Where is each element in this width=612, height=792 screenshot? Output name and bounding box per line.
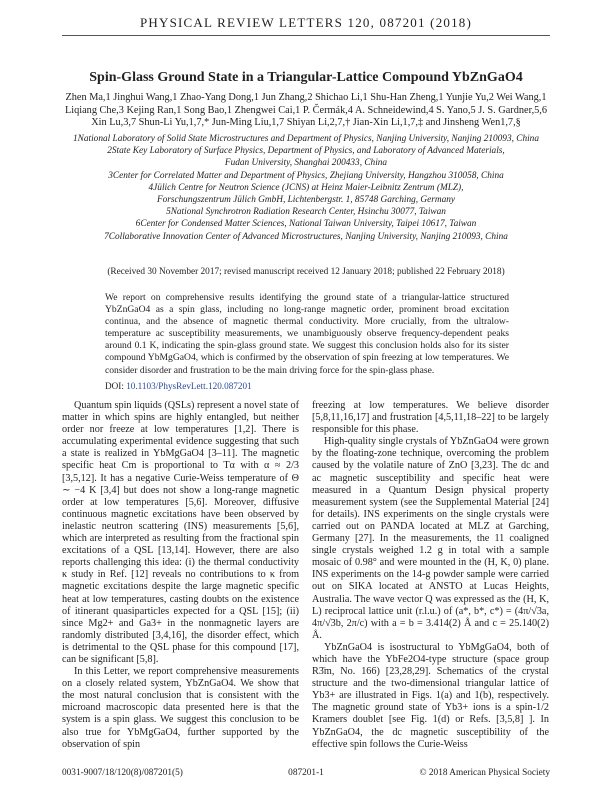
- received-dates: (Received 30 November 2017; revised manuscript received 12 January 2018; published 22 February 2018): [107, 267, 505, 277]
- footer-page-number: 087201-1: [288, 768, 324, 778]
- affiliation-6: 6Center for Condensed Matter Sciences, National Taiwan University, Taipei 10617, Taiwan: [135, 219, 477, 230]
- affiliation-2: 2State Key Laboratory of Surface Physics, Department of Physics, and Laboratory of Advanced Materials,: [107, 146, 505, 157]
- affiliation-5: 5National Synchrotron Radiation Research Center, Hsinchu 30077, Taiwan: [166, 207, 446, 218]
- paragraph-methods: High-quality single crystals of YbZnGaO4 were grown by the floating-zone technique, overcoming the problem caused by the volatile nature of ZnO [3,23]. The dc and ac magnetic susceptibility and specific heat were measured in a Quantum Design physical property measurement system (see the Supplemental Material [24] for details). INS experiments on the single crystals were carried out on PANDA located at MLZ at Garching, Germany [27]. In the measurements, the 11 coaligned single crystals weighed 1.2 g in total with a sample mosaic of 0.98° and were mounted in the (H, K, 0) plane. INS experiments on the 14-g powder sample were carried out on SIKA located at ANSTO at Lucas Heights, Australia. The wave vector Q was expressed as the (H, K, L) reciprocal lattice unit (r.l.u.) of (a*, b*, c*) = (4π/√3a, 4π/√3b, 2π/c) with a = b = 3.414(2) Å and c = 25.140(2) Å.: [312, 436, 549, 641]
- affiliation-4-cont: Forschungszentrum Jülich GmbH, Lichtenbergstr. 1, 85748 Garching, Germany: [156, 195, 456, 206]
- authors-line-1: Zhen Ma,1 Jinghui Wang,1 Zhao-Yang Dong,1 Jun Zhang,2 Shichao Li,1 Shu-Han Zheng,1 Yunjie Yu,2 Wei Wang,1: [65, 92, 547, 103]
- header-rule: [62, 35, 550, 36]
- doi-line: [105, 381, 252, 391]
- affiliation-1: 1National Laboratory of Solid State Microstructures and Department of Physics, Nanjing University, Nanjing 210093, China: [73, 134, 539, 144]
- abstract: We report on comprehensive results identifying the ground state of a triangular-lattice structured YbZnGaO4 as a spin glass, including no long-range magnetic order, prominent broad excitation continua, and the absence of magnetic thermal conductivity. More crucially, from the ultralow-temperature ac susceptibility measurements, we unambiguously observe frequency-dependent peaks around 0.1 K, indicating the spin-glass ground state. We suggest this conclusion holds also for its sister compound YbMgGaO4, which is confirmed by the observation of spin freezing at low temperatures. We consider disorder and frustration to be the main driving force for the spin-glass phase.: [105, 292, 509, 376]
- authors-line-3: Xin Lu,3,7 Shun-Li Yu,1,7,* Jun-Ming Liu,1,7 Shiyan Li,2,7,† Jian-Xin Li,1,7,‡ and Jinsheng Wen1,7,§: [91, 117, 521, 129]
- doi-prefix: DOI:: [105, 381, 127, 391]
- affiliation-4: 4Jülich Centre for Neutron Science (JCNS) at Heinz Maier-Leibnitz Zentrum (MLZ),: [148, 182, 464, 193]
- running-head: PHYSICAL REVIEW LETTERS 120, 087201 (2018): [139, 15, 473, 30]
- affiliation-7: 7Collaborative Innovation Center of Advanced Microstructures, Nanjing University, Nanjing 210093, China: [104, 231, 508, 242]
- author-list: [62, 92, 550, 130]
- paragraph-letter-summary: In this Letter, we report comprehensive measurements on a closely related system, YbZnGaO4. We show that the most natural conclusion that is consistent with the microand macroscopic data presented here is that the system is a spin glass. We suggest this conclusion to be also true for YbMgGaO4, further supported by the observation of spin: [62, 666, 299, 750]
- affiliations: [62, 133, 550, 243]
- body-column-left: [62, 400, 299, 751]
- authors-line-2: Liqiang Che,3 Kejing Ran,1 Song Bao,1 Zhengwei Cai,1 P. Čermák,4 A. Schneidewind,4 S. Yano,5 J. S. Gardner,5,6: [64, 104, 548, 116]
- affiliation-3: 3Center for Correlated Matter and Department of Physics, Zhejiang University, Hangzhou 310058, China: [108, 170, 504, 181]
- paragraph-continuation: freezing at low temperatures. We believe disorder [5,8,11,16,17] and frustration [4,5,11,18–22] to be largely responsible for this phase.: [312, 400, 549, 436]
- affiliation-2-cont: Fudan University, Shanghai 200433, China: [224, 158, 388, 169]
- body-column-right: [312, 400, 549, 751]
- footer-code: 0031-9007/18/120(8)/087201(5): [62, 768, 183, 778]
- footer-copyright: © 2018 American Physical Society: [419, 768, 550, 778]
- paper-title: Spin-Glass Ground State in a Triangular-Lattice Compound YbZnGaO4: [89, 70, 523, 85]
- paragraph-structure: YbZnGaO4 is isostructural to YbMgGaO4, both of which have the YbFe2O4-type structure (space group R3̄m, No. 166) [23,28,29]. Schematics of the crystal structure and the two-dimensional triangular lattice of Yb3+ are illustrated in Figs. 1(a) and 1(b), respectively. The magnetic ground state of Yb3+ ions is a spin-1/2 Kramers doublet [see Fig. 1(d) or Refs. [3,5,8] ]. In YbZnGaO4, the dc magnetic susceptibility of the effective spin follows the Curie-Weiss: [312, 641, 549, 750]
- paragraph-intro: Quantum spin liquids (QSLs) represent a novel state of matter in which spins are highly entangled, but neither order nor freeze at low temperatures [1,2]. There is accumulating experimental evidence suggesting that such a state is realized in YbMgGaO4 [3–11]. The magnetic specific heat Cm is proportional to Tα with α ≈ 2/3 [3,5,12]. It has a negative Curie-Weiss temperature of Θ ∼ −4 K [3,4] but does not show a long-range magnetic order at low temperatures [5,6]. Moreover, diffusive continuous magnetic excitations have been observed by inelastic neutron scattering (INS) measurements [5,6], which are interpreted as resulting from the fractional spin excitations of a QSL [13,14]. However, there are also reports challenging this idea: (i) the thermal conductivity κ study in Ref. [12] reveals no contributions to κ from magnetic excitations despite the large magnetic specific heat at low temperatures, casting doubts on the existence of itinerant quasiparticles expected for a QSL [15]; (ii) since Mg2+ and Ga3+ in the nonmagnetic layers are randomly distributed [3,4,16], the disorder effect, which is detrimental to the QSL phase for this compound [17], can be significant [5,8].: [62, 400, 299, 665]
- doi-link[interactable]: 10.1103/PhysRevLett.120.087201: [126, 381, 252, 391]
